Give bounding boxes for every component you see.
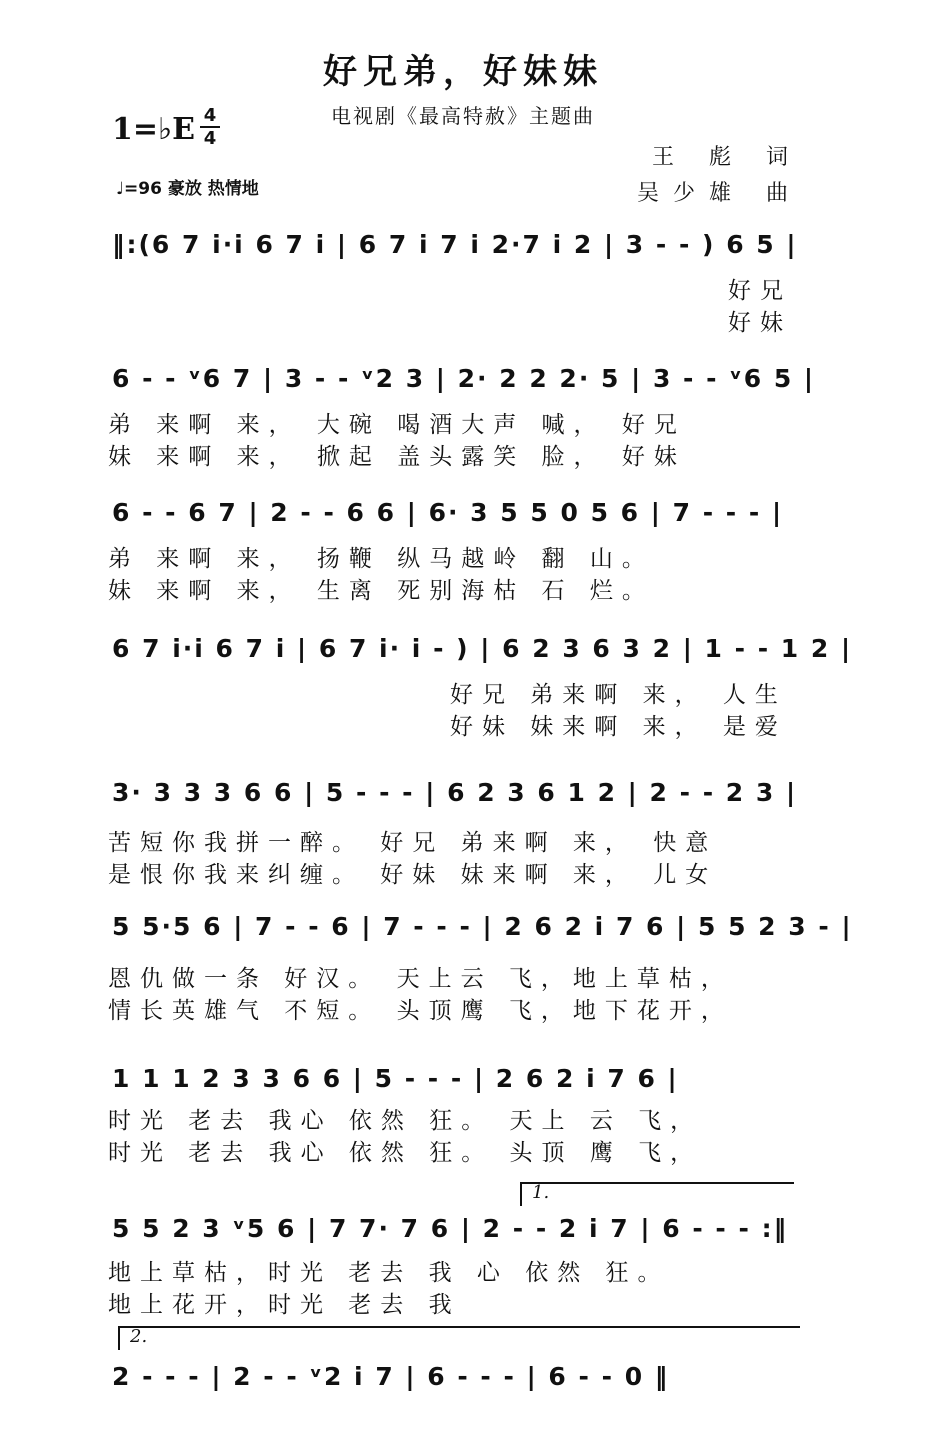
time-signature — [200, 106, 220, 148]
system-1-lyric-2: 好妹 — [728, 310, 792, 336]
system-3-notes: 6 - - 6 7 | 2 - - 6 6 | 6· 3 5 5 0 5 6 | 7 - - - | — [112, 498, 784, 527]
tempo-marking: ♩=96 豪放 热情地 — [116, 179, 259, 199]
system-2-lyric-2: 妹 来啊 来， 掀起 盖头露笑 脸， 好妹 — [108, 444, 686, 470]
second-ending-bracket — [118, 1326, 800, 1350]
system-4-notes: 6 7 i·i 6 7 i | 6 7 i· i - ) | 6 2 3 6 3 2 | 1 - - 1 2 | — [112, 634, 853, 663]
first-ending-label: 1. — [532, 1182, 550, 1203]
system-8-lyric-1: 地上草枯，时光 老去 我 心 依然 狂。 — [108, 1260, 670, 1286]
lyricist-credit: 王 彪 词 — [652, 145, 802, 170]
song-subtitle: 电视剧《最高特赦》主题曲 — [331, 104, 595, 128]
system-4-lyric-1: 好兄 弟来啊 来， 人生 — [450, 682, 787, 708]
system-6-lyric-2: 情长英雄气 不短。 头顶鹰 飞，地下花开， — [108, 998, 733, 1024]
system-1-lyric-1: 好兄 — [728, 278, 792, 304]
system-5-lyric-1: 苦短你我拼一醉。 好兄 弟来啊 来， 快意 — [108, 830, 718, 856]
system-7-lyric-2: 时光 老去 我心 依然 狂。 头顶 鹰 飞， — [108, 1140, 703, 1166]
song-title: 好兄弟，好妹妹 — [323, 52, 603, 92]
system-6-lyric-1: 恩仇做一条 好汉。 天上云 飞，地上草枯， — [108, 966, 733, 992]
system-7-notes: 1 1 1 2 3 3 6 6 | 5 - - - | 2 6 2 i 7 6 | — [112, 1064, 679, 1093]
system-8-notes: 5 5 2 3 ᵛ5 6 | 7 7· 7 6 | 2 - - 2 i 7 | 6 - - - :‖ — [112, 1214, 789, 1243]
system-6-notes: 5 5·5 6 | 7 - - 6 | 7 - - - | 2 6 2 i 7 6 | 5 5 2 3 - | — [112, 912, 853, 941]
system-4-lyric-2: 好妹 妹来啊 来， 是爱 — [450, 714, 787, 740]
key-signature: 1=♭E — [112, 112, 196, 147]
time-signature-bottom: 4 — [203, 128, 217, 149]
system-2-lyric-1: 弟 来啊 来， 大碗 喝酒大声 喊， 好兄 — [108, 412, 686, 438]
first-ending-bracket — [520, 1182, 794, 1206]
system-2-notes: 6 - - ᵛ6 7 | 3 - - ᵛ2 3 | 2· 2 2 2· 5 | 3 - - ᵛ6 5 | — [112, 364, 816, 393]
time-signature-top: 4 — [203, 105, 217, 126]
system-5-notes: 3· 3 3 3 6 6 | 5 - - - | 6 2 3 6 1 2 | 2 - - 2 3 | — [112, 778, 798, 807]
system-1-notes: ‖:(6 7 i·i 6 7 i | 6 7 i 7 i 2·7 i 2 | 3 - - ) 6 5 | — [112, 230, 798, 259]
second-ending-label: 2. — [130, 1326, 148, 1347]
system-3-lyric-2: 妹 来啊 来， 生离 死别海枯 石 烂。 — [108, 578, 654, 604]
composer-credit: 吴少雄 曲 — [637, 181, 802, 206]
system-3-lyric-1: 弟 来啊 来， 扬鞭 纵马越岭 翻 山。 — [108, 546, 654, 572]
system-5-lyric-2: 是恨你我来纠缠。 好妹 妹来啊 来， 儿女 — [108, 862, 718, 888]
system-8-lyric-2: 地上花开，时光 老去 我 — [108, 1292, 461, 1318]
system-7-lyric-1: 时光 老去 我心 依然 狂。 天上 云 飞， — [108, 1108, 703, 1134]
system-9-notes: 2 - - - | 2 - - ᵛ2 i 7 | 6 - - - | 6 - - 0 ‖ — [112, 1362, 670, 1391]
